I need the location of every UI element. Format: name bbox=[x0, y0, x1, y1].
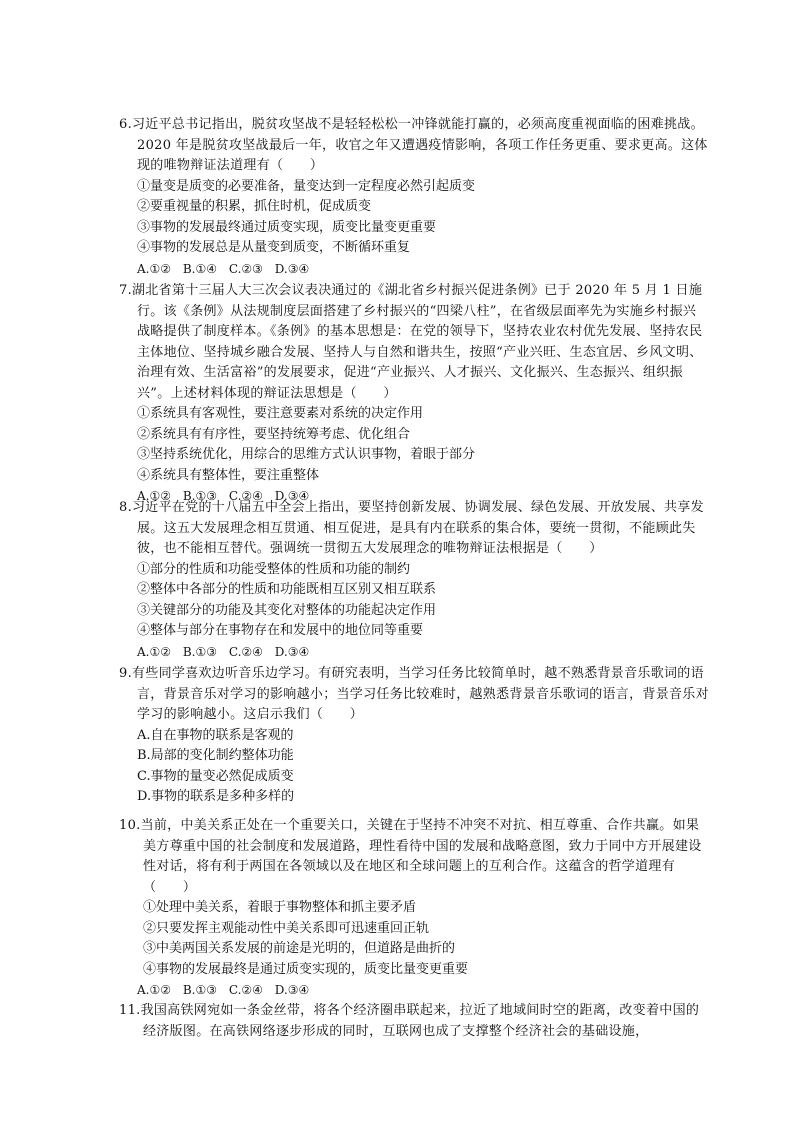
option-c: C.事物的量变必然促成质变 bbox=[137, 768, 294, 784]
question-6 bbox=[119, 115, 709, 279]
question-11 bbox=[119, 1001, 709, 1042]
question-stem: 11.我国高铁网宛如一条金丝带，将各个经济圈串联起来，拉近了地域间时空的距离，改变着中国的经济版图。在高铁网络逐步形成的同时，互联网也成了支撑整个经济社会的基础设施， bbox=[119, 1003, 700, 1039]
option-2: ②整体中各部分的性质和功能既相互区别又相互联系 bbox=[137, 582, 437, 597]
answer-d: D.③④ bbox=[274, 261, 310, 276]
question-stem: 9.有些同学喜欢边听音乐边学习。有研究表明，当学习任务比较简单时，越不熟悉背景音乐歌词的语言，背景音乐对学习的影响越小；当学习任务比较难时，越熟悉背景音乐歌词的语言，背景音乐对学习的影响越小。这启示我们（ ） bbox=[119, 666, 709, 722]
answer-b: B.①④ bbox=[182, 261, 217, 276]
answer-d: D.③④ bbox=[274, 489, 310, 503]
option-1: ①系统具有客观性，要注意要素对系统的决定作用 bbox=[137, 406, 424, 421]
answer-a: A.①② bbox=[137, 644, 171, 659]
option-4: ④整体与部分在事物存在和发展中的地位同等重要 bbox=[137, 623, 424, 638]
option-a: A.自在事物的联系是客观的 bbox=[137, 727, 294, 743]
question-stem: 7.湖北省第十三届人大三次会议表决通过的《湖北省乡村振兴促进条例》已于 2020 年 5 月 1 日施行。该《条例》从法规制度层面搭建了乡村振兴的“四梁八柱”，在省级层面率先为实施乡村振兴战略提供了制度样本。《条例》的基本思想是：在党的领导下，坚持农业农村优先发展、坚持农民主体地位、坚持城乡融合发展、坚持人与自然和谐共生，按照“产业兴旺、生态宜居、乡风文明、治理有效、生活富裕”的发展要求，促进“产业振兴、人才振兴、文化振兴、生态振兴、组织振兴”。上述材料体现的辩证法思想是（ ） bbox=[119, 283, 703, 401]
answer-d: D.③④ bbox=[274, 983, 310, 997]
option-b: B.局部的变化制约整体功能 bbox=[137, 748, 294, 763]
option-3: ③关键部分的功能及其变化对整体的功能起决定作用 bbox=[137, 602, 437, 618]
answer-choices bbox=[119, 259, 709, 280]
question-7 bbox=[119, 281, 709, 507]
answer-d: D.③④ bbox=[274, 644, 310, 659]
option-1: ①量变是质变的必要准备，量变达到一定程度必然引起质变 bbox=[137, 178, 476, 194]
option-2: ②要重视量的积累，抓住时机，促成质变 bbox=[137, 199, 372, 214]
question-stem: 10.当前，中美关系正处在一个重要关口，关键在于坚持不冲突不对抗、相互尊重、合作共赢。如果美方尊重中国的社会制度和发展道路，理性看待中国的发展和战略意图，致力于同中方开展建设性对话，将有利于两国在各领域以及在地区和全球问题上的互利合作。这蕴含的哲学道理有（ ） bbox=[119, 818, 702, 895]
option-3: ③事物的发展最终通过质变实现，质变比量变更重要 bbox=[137, 219, 437, 235]
answer-choices bbox=[119, 642, 709, 663]
answer-c: C.②④ bbox=[228, 489, 263, 503]
answer-b: B.①③ bbox=[182, 644, 217, 659]
answer-choices bbox=[119, 980, 709, 1001]
question-stem: 6.习近平总书记指出，脱贫攻坚战不是轻轻松松一冲锋就能打赢的，必须高度重视面临的困难挑战。2020 年是脱贫攻坚战最后一年，收官之年又遭遇疫情影响，各项工作任务更重、要求更高。这体现的唯物辩证法道理有（ ） bbox=[119, 117, 708, 173]
answer-a: A.①② bbox=[137, 261, 171, 276]
option-1: ①处理中美关系，着眼于事物整体和抓主要矛盾 bbox=[143, 900, 417, 915]
option-4: ④系统具有整体性，要注重整体 bbox=[137, 467, 320, 483]
answer-a: A.①② bbox=[137, 489, 171, 503]
option-d: D.事物的联系是多种多样的 bbox=[137, 789, 295, 804]
question-10 bbox=[119, 816, 709, 1001]
answer-a: A.①② bbox=[137, 983, 171, 997]
option-4: ④事物的发展总是从量变到质变，不断循环重复 bbox=[137, 240, 411, 255]
question-9 bbox=[119, 664, 709, 808]
answer-c: C.②④ bbox=[228, 644, 263, 659]
option-2: ②系统具有有序性，要坚持统筹考虑、优化组合 bbox=[137, 426, 411, 442]
option-2: ②只要发挥主观能动性中美关系即可迅速重回正轨 bbox=[143, 920, 430, 936]
option-4: ④事物的发展最终是通过质变实现的，质变比量变更重要 bbox=[143, 961, 469, 977]
option-3: ③坚持系统优化，用综合的思维方式认识事物，着眼于部分 bbox=[137, 447, 476, 462]
option-1: ①部分的性质和功能受整体的性质和功能的制约 bbox=[137, 561, 411, 577]
question-8 bbox=[119, 498, 709, 662]
answer-b: B.①③ bbox=[182, 983, 217, 997]
question-stem: 8.习近平在党的十八届五中全会上指出，要坚持创新发展、协调发展、绿色发展、开放发展、共享发展。这五大发展理念相互贯通、相互促进，是具有内在联系的集合体，要统一贯彻，不能顾此失彼，也不能相互替代。强调统一贯彻五大发展理念的唯物辩证法根据是（ ） bbox=[119, 500, 704, 556]
answer-b: B.①③ bbox=[182, 489, 217, 503]
option-3: ③中美两国关系发展的前途是光明的，但道路是曲折的 bbox=[143, 941, 456, 956]
answer-c: C.②④ bbox=[228, 983, 263, 997]
answer-c: C.②③ bbox=[228, 261, 263, 276]
